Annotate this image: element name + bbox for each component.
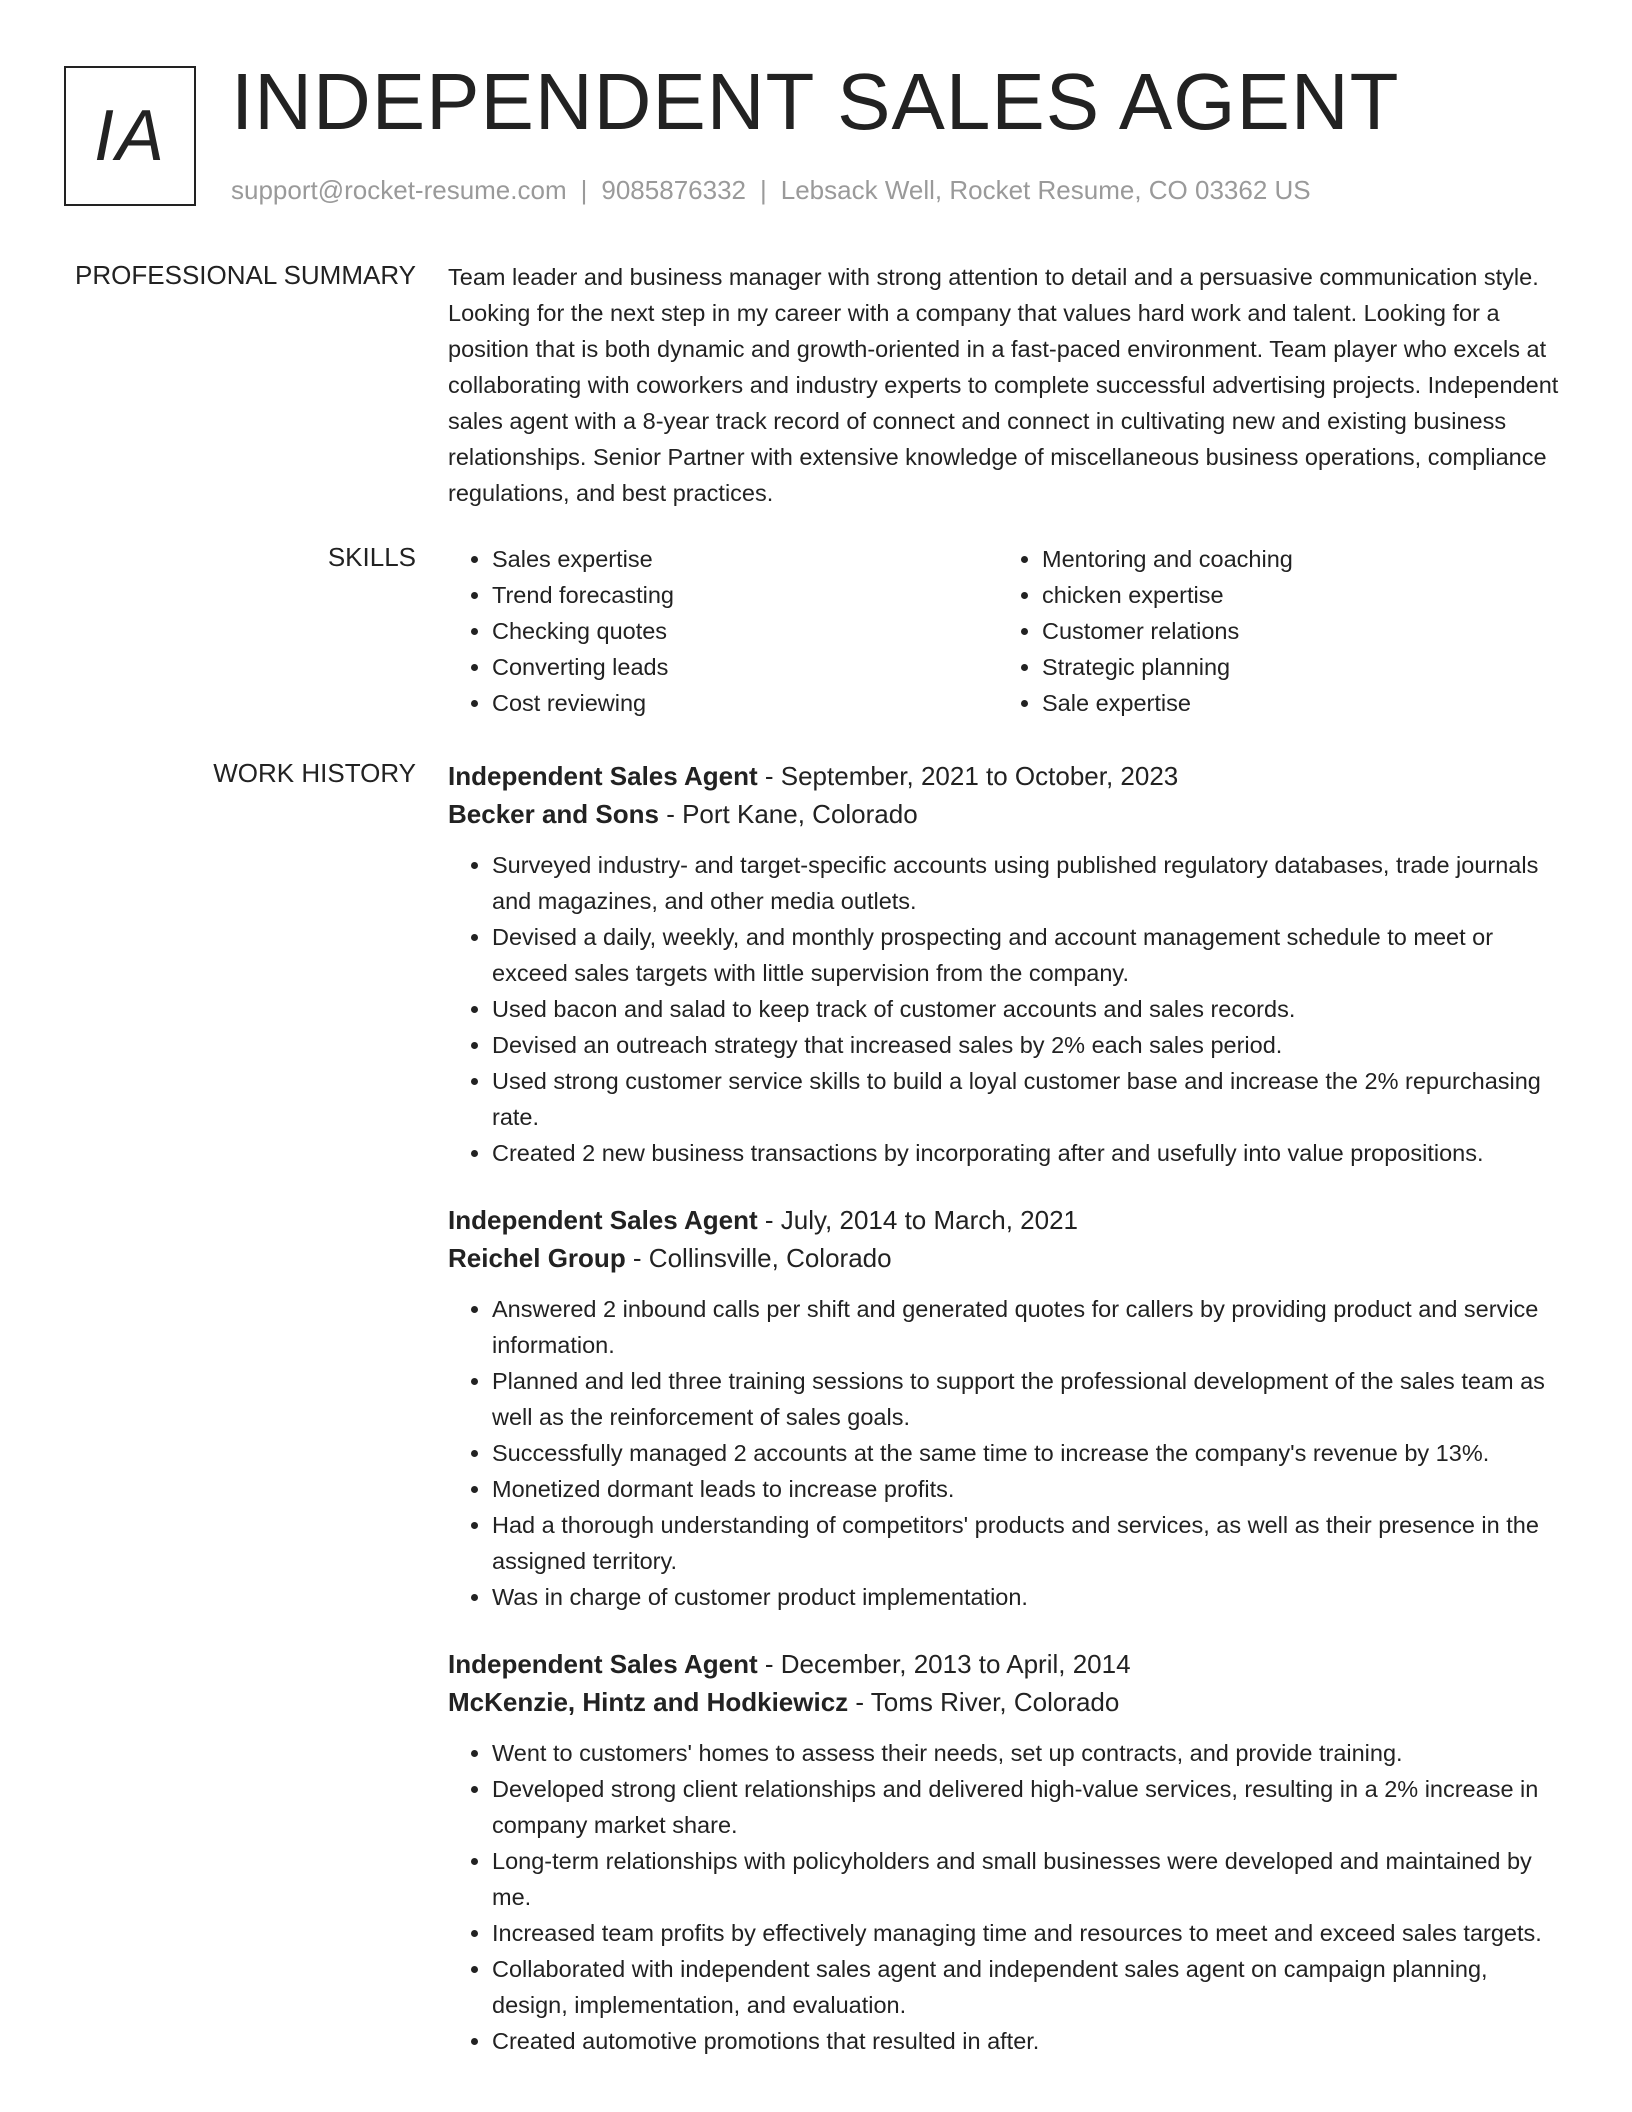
skill-item: • Mentoring and coaching xyxy=(1042,541,1548,577)
job-bullet: • Increased team profits by effectively managing time and resources to meet and exceed sales targets. xyxy=(492,1915,1568,1951)
job-bullet: • Long-term relationships with policyholders and small businesses were developed and maintained by me. xyxy=(492,1843,1568,1915)
work-history-body xyxy=(448,757,1568,2089)
page-title: INDEPENDENT SALES AGENT xyxy=(231,57,1400,146)
section-heading-skills: SKILLS xyxy=(327,542,416,572)
job-dates: - July, 2014 to March, 2021 xyxy=(757,1205,1078,1235)
job-bullet: • Had a thorough understanding of competitors' products and services, as well as their presence in the assigned territory. xyxy=(492,1507,1568,1579)
job-bullet-list xyxy=(448,847,1568,1171)
job-location: - Collinsville, Colorado xyxy=(625,1243,892,1273)
job-entry xyxy=(448,757,1568,1171)
job-bullet-list xyxy=(448,1291,1568,1615)
skill-item: • Cost reviewing xyxy=(492,685,998,721)
skill-item: • Converting leads xyxy=(492,649,998,685)
job-title-line xyxy=(448,1201,1568,1239)
job-company: Becker and Sons xyxy=(448,799,659,829)
job-bullet: • Monetized dormant leads to increase profits. xyxy=(492,1471,1568,1507)
job-entry xyxy=(448,1201,1568,1615)
job-bullet: • Developed strong client relationships and delivered high-value services, resulting in a 2% increase in company market share. xyxy=(492,1771,1568,1843)
job-bullet-list xyxy=(448,1735,1568,2059)
contact-separator: | xyxy=(760,175,767,205)
contact-address: Lebsack Well, Rocket Resume, CO 03362 US xyxy=(780,175,1311,205)
job-title-line xyxy=(448,1645,1568,1683)
job-bullet: • Planned and led three training sessions to support the professional development of the sales team as well as the reinforcement of sales goals. xyxy=(492,1363,1568,1435)
skills-column-left xyxy=(448,541,998,721)
skill-item: • Trend forecasting xyxy=(492,577,998,613)
job-bullet: • Created automotive promotions that resulted in after. xyxy=(492,2023,1568,2059)
job-bullet: • Used strong customer service skills to build a loyal customer base and increase the 2% repurchasing rate. xyxy=(492,1063,1568,1135)
job-bullet: • Went to customers' homes to assess their needs, set up contracts, and provide training. xyxy=(492,1735,1568,1771)
job-location: - Port Kane, Colorado xyxy=(658,799,918,829)
job-title: Independent Sales Agent xyxy=(448,1205,758,1235)
job-bullet: • Surveyed industry- and target-specific accounts using published regulatory databases, trade journals and magazines, and other media outlets. xyxy=(492,847,1568,919)
job-bullet: • Devised a daily, weekly, and monthly prospecting and account management schedule to meet or exceed sales targets with little supervision from the company. xyxy=(492,919,1568,991)
job-title: Independent Sales Agent xyxy=(448,761,758,791)
job-dates: - September, 2021 to October, 2023 xyxy=(757,761,1179,791)
monogram-text: IA xyxy=(93,96,167,176)
job-bullet: • Collaborated with independent sales agent and independent sales agent on campaign planning, design, implementation, and evaluation. xyxy=(492,1951,1568,2023)
contact-phone: 9085876332 xyxy=(601,175,746,205)
skills-column-right xyxy=(998,541,1548,721)
monogram-logo xyxy=(64,66,196,206)
contact-separator: | xyxy=(580,175,588,205)
skills-columns xyxy=(448,541,1568,721)
contact-email: support@rocket-resume.com xyxy=(231,175,567,205)
job-bullet: • Created 2 new business transactions by incorporating after and usefully into value propositions. xyxy=(492,1135,1568,1171)
job-company: Reichel Group xyxy=(448,1243,626,1273)
job-bullet: • Used bacon and salad to keep track of customer accounts and sales records. xyxy=(492,991,1568,1027)
job-company-line xyxy=(448,1239,1568,1277)
job-bullet: • Was in charge of customer product implementation. xyxy=(492,1579,1568,1615)
skill-item: • Customer relations xyxy=(1042,613,1548,649)
job-company-line xyxy=(448,795,1568,833)
job-company: McKenzie, Hintz and Hodkiewicz xyxy=(448,1687,849,1717)
job-title-line xyxy=(448,757,1568,795)
summary-body xyxy=(448,259,1568,511)
contact-line xyxy=(231,174,1311,208)
skills-body xyxy=(448,541,1568,721)
job-title: Independent Sales Agent xyxy=(448,1649,758,1679)
section-heading-work-history: WORK HISTORY xyxy=(213,758,416,788)
section-heading-summary: PROFESSIONAL SUMMARY xyxy=(75,260,416,290)
job-entry xyxy=(448,1645,1568,2059)
skill-item: • Sales expertise xyxy=(492,541,998,577)
skill-item: • Sale expertise xyxy=(1042,685,1548,721)
summary-text: Team leader and business manager with strong attention to detail and a persuasive communication style. Looking for the next step in my career with a company that values hard work and talent. Looking for a position that is both dynamic and growth-oriented in a fast-paced environment. Team player who excels at collaborating with coworkers and industry experts to complete successful advertising projects. Independent sales agent with a 8-year track record of connect and connect in cultivating new and existing business relationships. Senior Partner with extensive knowledge of miscellaneous business operations, compliance regulations, and best practices. xyxy=(448,264,1559,506)
job-dates: - December, 2013 to April, 2014 xyxy=(757,1649,1131,1679)
job-bullet: • Successfully managed 2 accounts at the same time to increase the company's revenue by 13%. xyxy=(492,1435,1568,1471)
job-bullet: • Devised an outreach strategy that increased sales by 2% each sales period. xyxy=(492,1027,1568,1063)
skills-list-right xyxy=(998,541,1548,721)
job-company-line xyxy=(448,1683,1568,1721)
skill-item: • Checking quotes xyxy=(492,613,998,649)
skills-list-left xyxy=(448,541,998,721)
job-bullet: • Answered 2 inbound calls per shift and generated quotes for callers by providing product and service information. xyxy=(492,1291,1568,1363)
job-location: - Toms River, Colorado xyxy=(848,1687,1120,1717)
skill-item: • chicken expertise xyxy=(1042,577,1548,613)
skill-item: • Strategic planning xyxy=(1042,649,1548,685)
